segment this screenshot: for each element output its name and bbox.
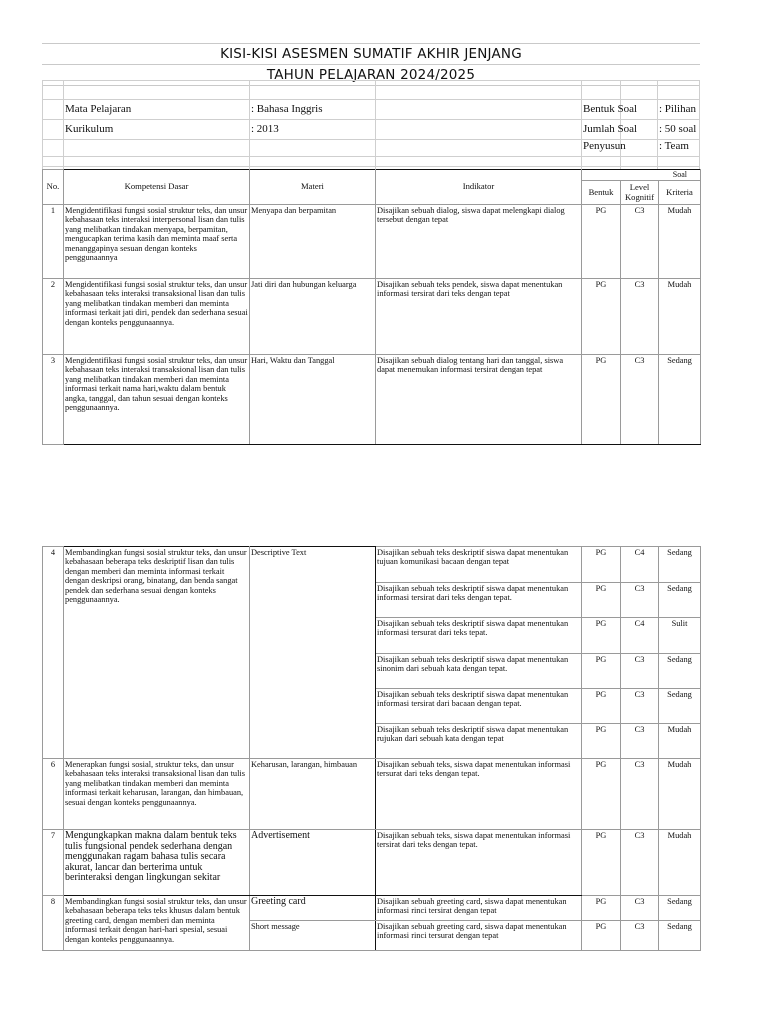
row-kriteria: Sedang (659, 547, 701, 583)
row-level: C4 (621, 547, 659, 583)
row-no: 6 (43, 759, 64, 830)
row-level: C3 (621, 654, 659, 689)
row-level: C3 (621, 583, 659, 618)
row-kriteria: Sedang (659, 583, 701, 618)
row-indikator: Disajikan sebuah dialog tentang hari dan tanggal, siswa dapat menemukan informasi tersirat dengan tepat (376, 355, 582, 445)
row-bentuk: PG (582, 583, 621, 618)
row-materi: Menyapa dan berpamitan (250, 205, 376, 279)
row-materi: Jati diri dan hubungan keluarga (250, 279, 376, 355)
row-indikator: Disajikan sebuah dialog, siswa dapat melengkapi dialog tersebut dengan tepat (376, 205, 582, 279)
question-count-value: : 50 soal (659, 123, 697, 135)
col-header-soal: Soal (582, 170, 701, 181)
col-header-indikator: Indikator (376, 170, 582, 205)
row-bentuk: PG (582, 724, 621, 759)
row-kriteria: Sedang (659, 654, 701, 689)
row-kd: Menerapkan fungsi sosial, struktur teks, dan unsur kebahasaan teks interaksi transaksional lisan dan tulis yang melibatkan tindakan memberi dan meminta informasi terkait keharusan, larangan, dan himbauan, sesuai dengan konteks penggunaannya. (64, 759, 250, 830)
author-value: : Team (659, 140, 689, 152)
curriculum-value: : 2013 (251, 123, 279, 135)
row-materi: Greeting card (250, 896, 376, 921)
document-subtitle: TAHUN PELAJARAN 2024/2025 (42, 65, 700, 86)
col-header-kd: Kompetensi Dasar (64, 170, 250, 205)
document-title: KISI-KISI ASESMEN SUMATIF AKHIR JENJANG (42, 44, 700, 65)
row-level: C3 (621, 355, 659, 445)
row-bentuk: PG (582, 654, 621, 689)
curriculum-label: Kurikulum (65, 123, 114, 135)
row-bentuk: PG (582, 618, 621, 654)
row-indikator: Disajikan sebuah teks deskriptif siswa dapat menentukan sinonim dari sebuah kata dengan tepat. (376, 654, 582, 689)
row-indikator: Disajikan sebuah teks deskriptif siswa dapat menentukan rujukan dari sebuah kata dengan tepat (376, 724, 582, 759)
table-row (43, 896, 701, 921)
row-no: 8 (43, 896, 64, 951)
row-bentuk: PG (582, 547, 621, 583)
row-indikator: Disajikan sebuah teks deskriptif siswa dapat menentukan tujuan komunikasi bacaan dengan tepat (376, 547, 582, 583)
row-kriteria: Sedang (659, 896, 701, 921)
author-label: Penyusun (583, 140, 626, 152)
col-header-no: No. (43, 170, 64, 205)
row-kriteria: Mudah (659, 830, 701, 896)
grid-table-top (42, 169, 701, 445)
row-bentuk: PG (582, 355, 621, 445)
row-indikator: Disajikan sebuah teks, siswa dapat menentukan informasi tersurat dari teks dengan tepat. (376, 759, 582, 830)
col-header-kriteria: Kriteria (659, 181, 701, 205)
table-row (43, 355, 701, 445)
question-form-value: : Pilihan (659, 103, 696, 115)
table-row (43, 830, 701, 896)
row-kriteria: Mudah (659, 279, 701, 355)
row-no: 1 (43, 205, 64, 279)
row-indikator: Disajikan sebuah teks pendek, siswa dapat menentukan informasi tersirat dari teks dengan tepat (376, 279, 582, 355)
row-kd: Mengidentifikasi fungsi sosial struktur teks, dan unsur kebahasaan teks interaksi transaksional lisan dan tulis yang melibatkan tindakan memberi dan meminta informasi terkait jati diri, pendek dan sederhana sesuai dengan konteks penggunaannya. (64, 279, 250, 355)
col-header-materi: Materi (250, 170, 376, 205)
table-row (43, 759, 701, 830)
col-header-level: Level Kognitif (621, 181, 659, 205)
grid-table-bottom (42, 546, 701, 951)
subject-label: Mata Pelajaran (65, 103, 132, 115)
row-bentuk: PG (582, 896, 621, 921)
subject-value: : Bahasa Inggris (251, 103, 323, 115)
row-kriteria: Sedang (659, 921, 701, 951)
row-no: 4 (43, 547, 64, 759)
row-level: C3 (621, 896, 659, 921)
row-kd: Membandingkan fungsi sosial struktur teks, dan unsur kebahasaan beberapa teks teks khusus dalam bentuk greeting card, dengan memberi dan meminta informasi terkait dengan hari-hari spesial, sesuai dengan konteks penggunaannya. (64, 896, 250, 951)
row-materi: Hari, Waktu dan Tanggal (250, 355, 376, 445)
row-level: C3 (621, 830, 659, 896)
row-level: C3 (621, 759, 659, 830)
row-indikator: Disajikan sebuah greeting card, siswa dapat menentukan informasi rinci tersurat dengan tepat (376, 921, 582, 951)
row-kd: Mengungkapkan makna dalam bentuk teks tulis fungsional pendek sederhana dengan menggunakan ragam bahasa tulis secara akurat, lancar dan berterima untuk berinteraksi dengan lingkungan sekitar (64, 830, 250, 896)
row-level: C3 (621, 724, 659, 759)
row-no: 7 (43, 830, 64, 896)
question-form-label: Bentuk Soal (583, 103, 638, 115)
question-count-label: Jumlah Soal (583, 123, 638, 135)
row-kd: Membandingkan fungsi sosial struktur teks, dan unsur kebahasaan beberapa teks deskriptif lisan dan tulis dengan memberi dan meminta informasi terkait dengan deskripsi orang, binatang, dan benda sangat pendek dan sederhana sesuai dengan konteks penggunaannya. (64, 547, 250, 759)
row-kriteria: Sedang (659, 689, 701, 724)
row-kd: Mengidentifikasi fungsi sosial struktur teks, dan unsur kebahasaan teks interaksi transaksional lisan dan tulis yang melibatkan tindakan memberi dan meminta informasi terkait nama hari,waktu dalam bentuk angka, tanggal, dan tahun sesuai dengan konteks penggunaannya. (64, 355, 250, 445)
row-kriteria: Mudah (659, 759, 701, 830)
row-level: C4 (621, 618, 659, 654)
row-level: C3 (621, 921, 659, 951)
row-no: 3 (43, 355, 64, 445)
row-materi: Keharusan, larangan, himbauan (250, 759, 376, 830)
row-bentuk: PG (582, 830, 621, 896)
row-kriteria: Mudah (659, 724, 701, 759)
row-indikator: Disajikan sebuah teks, siswa dapat menentukan informasi tersirat dari teks dengan tepat. (376, 830, 582, 896)
row-kd: Mengidentifikasi fungsi sosial struktur teks, dan unsur kebahasaan teks interaksi interpersonal lisan dan tulis yang melibatkan tindakan menyapa, berpamitan, mengucapkan terima kasih dan meminta maaf serta menanggapinya sesuan dengan konteks penggunaannya (64, 205, 250, 279)
row-kriteria: Sedang (659, 355, 701, 445)
table-row (43, 205, 701, 279)
row-bentuk: PG (582, 205, 621, 279)
row-bentuk: PG (582, 279, 621, 355)
row-bentuk: PG (582, 921, 621, 951)
row-kriteria: Sulit (659, 618, 701, 654)
row-materi: Advertisement (250, 830, 376, 896)
table-row (43, 547, 701, 583)
row-kriteria: Mudah (659, 205, 701, 279)
row-indikator: Disajikan sebuah teks deskriptif siswa dapat menentukan informasi tersurat dari teks tepat. (376, 618, 582, 654)
row-indikator: Disajikan sebuah teks deskriptif siswa dapat menentukan informasi tersirat dari teks dengan tepat. (376, 583, 582, 618)
col-header-bentuk: Bentuk (582, 181, 621, 205)
row-level: C3 (621, 279, 659, 355)
row-indikator: Disajikan sebuah teks deskriptif siswa dapat menentukan informasi tersirat dari bacaan dengan tepat. (376, 689, 582, 724)
row-no: 2 (43, 279, 64, 355)
row-bentuk: PG (582, 689, 621, 724)
row-materi: Short message (250, 921, 376, 951)
row-bentuk: PG (582, 759, 621, 830)
row-level: C3 (621, 689, 659, 724)
table-row (43, 279, 701, 355)
row-materi: Descriptive Text (250, 547, 376, 759)
row-level: C3 (621, 205, 659, 279)
row-indikator: Disajikan sebuah greeting card, siswa dapat menentukan informasi rinci tersirat dengan tepat (376, 896, 582, 921)
